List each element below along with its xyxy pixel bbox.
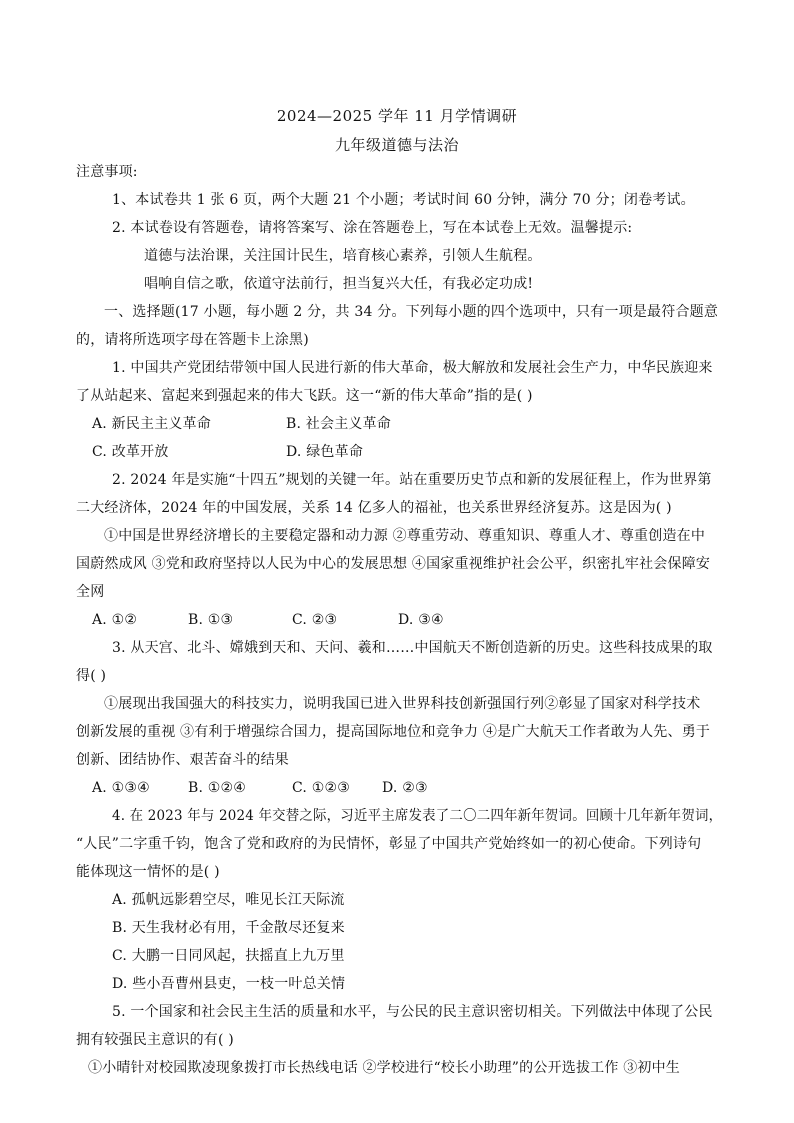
question-2-statements-cont: 国蔚然成风 ③党和政府坚持以人民为中心的发展思想 ④国家重视维护社会公平，织密扎牢社会保障安 — [76, 556, 711, 572]
question-3-stem-cont: 得( ) — [76, 668, 107, 684]
question-4-option-a: A. 孤帆远影碧空尽，唯见长江天际流 — [112, 892, 345, 908]
question-3-option-d: D. ②③ — [382, 780, 428, 796]
question-2-statements: ①中国是世界经济增长的主要稳定器和动力源 ②尊重劳动、尊重知识、尊重人才、尊重创造在中 — [104, 528, 706, 544]
question-4-stem-end: 能体现这一情怀的是( ) — [76, 864, 220, 880]
question-4-stem: 4. 在 2023 年与 2024 年交替之际，习近平主席发表了二〇二四年新年贺词。回顾十几年新年贺词， — [112, 808, 723, 824]
question-5-stem-cont: 拥有较强民主意识的有( ) — [76, 1032, 234, 1048]
question-4-option-b: B. 天生我材必有用，千金散尽还复来 — [112, 920, 345, 936]
question-3-statements-end: 创新、团结协作、艰苦奋斗的结果 — [76, 752, 289, 768]
question-1-stem: 1. 中国共产党团结带领中国人民进行新的伟大革命，极大解放和发展社会生产力，中华民族迎来 — [112, 360, 713, 376]
question-5-statements: ①小晴针对校园欺凌现象拨打市长热线电话 ②学校进行“校长小助理”的公开选拔工作 ③初中生 — [88, 1060, 681, 1076]
question-2-option-b: B. ①③ — [188, 612, 234, 628]
question-2-option-c: C. ②③ — [292, 612, 338, 628]
question-3-statements: ①展现出我国强大的科技实力，说明我国已进入世界科技创新强国行列②彰显了国家对科学技术 — [104, 696, 701, 712]
exam-subject: 九年级道德与法治 — [334, 136, 459, 154]
section-1-instructions: 一、选择题(17 小题，每小题 2 分，共 34 分。下列每小题的四个选项中，只有一项是最符合题意 — [104, 304, 719, 320]
question-1-option-c: C. 改革开放 — [92, 444, 169, 460]
question-5-stem: 5. 一个国家和社会民主生活的质量和水平，与公民的民主意识密切相关。下列做法中体现了公民 — [112, 1004, 713, 1020]
question-4-stem-cont: “人民”二字重千钧，饱含了党和政府的为民情怀，彰显了中国共产党始终如一的初心使命。下列诗句 — [76, 836, 702, 852]
notice-item-1: 1、本试卷共 1 张 6 页，两个大题 21 个小题；考试时间 60 分钟，满分 70 分；闭卷考试。 — [112, 192, 695, 208]
section-1-instructions-cont: 的，请将所选项字母在答题卡上涂黑) — [76, 332, 309, 348]
question-4-option-c: C. 大鹏一日同风起，扶摇直上九万里 — [112, 948, 345, 964]
question-2-statements-end: 全网 — [76, 584, 105, 600]
notice-tip-1: 道德与法治课，关注国计民生，培育核心素养，引领人生航程。 — [144, 248, 542, 264]
question-1-option-d: D. 绿色革命 — [286, 444, 364, 460]
question-1-option-a: A. 新民主主义革命 — [92, 416, 212, 432]
question-2-stem: 2. 2024 年是实施“十四五”规划的关键一年。站在重要历史节点和新的发展征程上，作为世界第 — [112, 472, 712, 488]
exam-title: 2024—2025 学年 11 月学情调研 — [276, 107, 518, 125]
question-3-option-a: A. ①③④ — [92, 780, 150, 796]
question-3-option-b: B. ①②④ — [188, 780, 247, 796]
notice-tip-2: 唱响自信之歌，依道守法前行，担当复兴大任，有我必定功成! — [144, 276, 534, 292]
question-2-option-d: D. ③④ — [398, 612, 444, 628]
notice-item-2: 2. 本试卷设有答题卷，请将答案写、涂在答题卷上，写在本试卷上无效。温馨提示: — [112, 220, 633, 236]
question-2-stem-cont: 二大经济体，2024 年的中国发展，关系 14 亿多人的福祉，也关系世界经济复苏。这是因为( ) — [76, 500, 672, 516]
question-2-option-a: A. ①② — [92, 612, 138, 628]
question-3-stem: 3. 从天宫、北斗、嫦娥到天和、天问、羲和……中国航天不断创造新的历史。这些科技成果的取 — [112, 640, 713, 656]
notice-heading: 注意事项: — [76, 164, 138, 180]
question-3-statements-cont: 创新发展的重视 ③有利于增强综合国力，提高国际地位和竞争力 ④是广大航天工作者敢为人先、勇于 — [76, 724, 711, 740]
question-1-stem-cont: 了从站起来、富起来到强起来的伟大飞跃。这一“新的伟大革命”指的是( ) — [76, 388, 533, 404]
question-4-option-d: D. 些小吾曹州县吏，一枝一叶总关情 — [112, 976, 346, 992]
question-3-option-c: C. ①②③ — [292, 780, 350, 796]
question-1-option-b: B. 社会主义革命 — [286, 416, 391, 432]
